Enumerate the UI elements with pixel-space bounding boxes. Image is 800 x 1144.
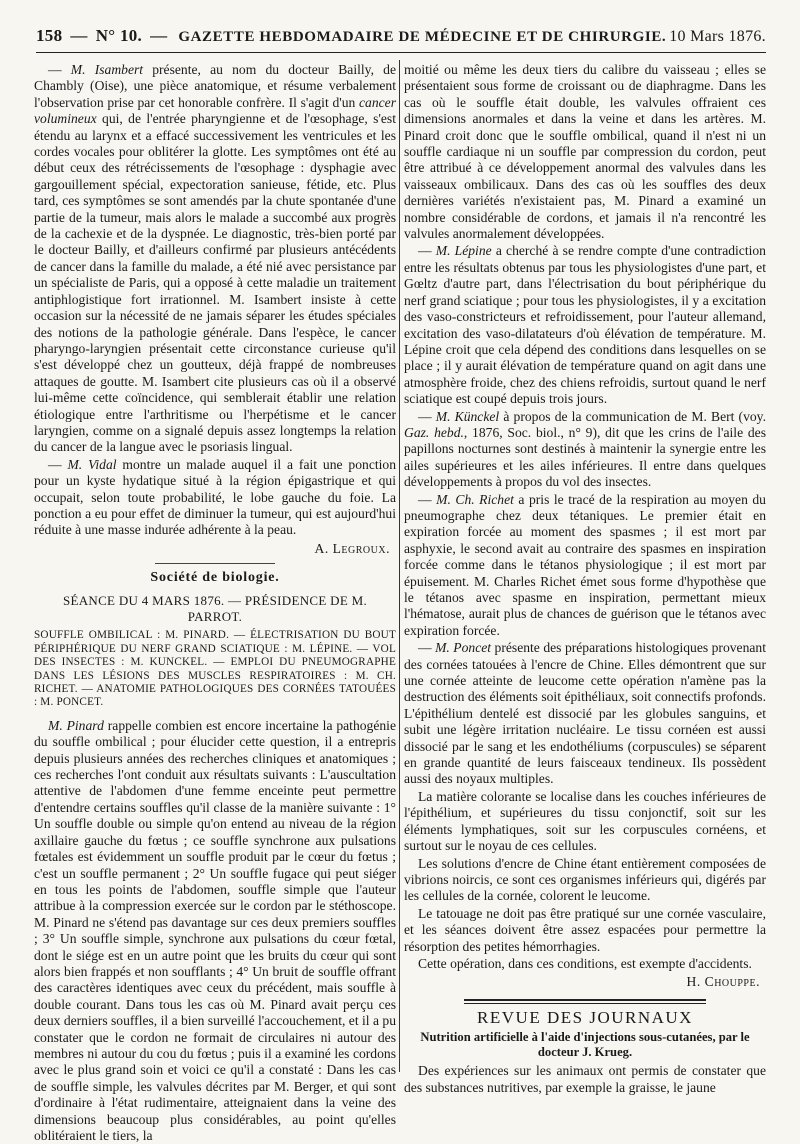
article-title: Nutrition artificielle à l'aide d'injections sous-cutanées, par le docteur J. Krueg. — [420, 1030, 750, 1059]
speaker-lepine: M. Lépine — [435, 243, 492, 259]
lepine-paragraph: — M. Lépine a cherché à se rendre compte d'une contradiction entre les résultats obtenus par tous les physiologistes d'une part, et Gœltz d'autre part, dans l'électrisation du bout périphérique du nerf grand sciatique ; pour tous les physiologistes, il y a excitation des vaso-constricteurs et refroidissement, pour l'auteur allemand, excitation des vaso-dilatateurs d'où élévation de température. M. Lépine croit que cela dépend des conditions dans lesquelles on se place ; il y aurait élévation de température quand on agit dans une atmosphère froide, chez des chiens refroidis, surtout quand le nerf sciatique est coupé depuis trois jours. — [404, 243, 766, 407]
speaker-pinard: M. Pinard — [48, 717, 104, 733]
vidal-paragraph: — M. Vidal montre un malade auquel il a fait une ponction pour un kyste hydatique situé à la région épigastrique et qui occupait, selon toute probabilité, le lobe gauche du foie. La ponction a eu pour effet de diminuer la tumeur, qui est aujourd'hui réduite à une masse indurée adhérente à la peau. — [34, 456, 396, 538]
right-column — [404, 62, 766, 1095]
isambert-paragraph: — M. Isambert présente, au nom du docteur Bailly, de Chambly (Oise), une pièce anatomique, et résume verbalement l'observation prise par cet honorable confrère. Il s'agit d'un cancer volumineux qui, de l'entrée pharyngienne et de l'œsophage, s'est étendu au larynx et a effacé successivement les ventricules et les cordes vocales pour oblitérer la glotte. Les symptômes ont été au début ceux des rétrécissements de l'œsophage : dysphagie avec gargouillement spécial, expectoration sanieuse, fétide, etc. Plus tard, ces symptômes se sont amendés par la chute spontanée d'une partie de la tumeur, mais alors le malade a succombé aux progrès de la cachexie et de la dyspnée. Le diagnostic, très-bien porté par le docteur Bailly, et d'ailleurs confirmé par plusieurs antécédents de cancer dans la famille du malade, a été nié avec persistance par un spécialiste de Paris, qui a opposé à cette maladie un traitement antiphlogistique fort irrationnel. M. Isambert insiste à cette occasion sur la nécessité de ne jamais séparer les études spéciales des notions de la pathologie générale. Dans l'espèce, le cancer pharyngo-laryngien présentait cette circonstance curieuse qu'il s'est développé chez un goutteux, déjà frappé de nombreuses attaques de goutte. M. Isambert cite plusieurs cas où il a observé lui-même cette coïncidence, qui semblerait établir une relation étiologique entre l'arthritisme ou l'herpétisme et le cancer laryngien, comme on a signalé depuis assez longtemps la relation du cancer de la langue avec le psoriasis lingual. — [34, 62, 397, 455]
running-head: 158 — N° 10. — GAZETTE HEBDOMADAIRE DE MÉDECINE ET DE CHIRURGIE. 10 Mars 1876. — [36, 26, 766, 53]
session-summary: SOUFFLE OMBILICAL : M. PINARD. — ÉLECTRISATION DU BOUT PÉRIPHÉRIQUE DU NERF GRAND SCIATIQUE : M. LÉPINE. — VOL DES INSECTES : M. KUNCKEL. — EMPLOI DU PNEUMOGRAPHE DANS LES LÉSIONS DES MUSCLES RESPIRATOIRES : M. CH. RICHET. — ANATOMIE PATHOLOGIQUES DES CORNÉES TATOUÉES : M. PONCET. — [34, 629, 396, 709]
speaker-poncet: M. Poncet — [435, 640, 492, 656]
richet-paragraph: — M. Ch. Richet a pris le tracé de la respiration au moyen du pneumographe chez deux tétaniques. Le premier était en expiration forcée au moment des spasmes ; il est mort par asphyxie, le second avait au contraire des spasmes en inspiration forcée comme dans le tétanos physiologique ; il est mort par épuisement. M. Charles Richet émet sous forme d'hypothèse que le tétanos avec spasme en inspiration, permettant mieux l'hématose, aurait plus de chances de guérison que le tétanos avec expiration forcée. — [404, 491, 766, 638]
speaker-vidal: M. Vidal — [67, 456, 117, 472]
poncet-paragraph-3: Les solutions d'encre de Chine étant entièrement composées de vibrions noircis, ce sont ces organismes inférieurs qui, digérés par les cellules de la cornée, colorent le leucome. — [404, 855, 766, 904]
left-column — [34, 62, 397, 1143]
page-number: 158 — [36, 26, 63, 45]
pinard-continuation: moitié ou même les deux tiers du calibre du vaisseau ; elles se présentaient sous forme de croissant ou de diaphragme. Dans les cas où le souffle était double, les valvules offraient ces dimensions anormales et dans la veine et dans les artères. M. Pinard croit donc que le souffle ombilical, quand il n'est ni un souffle cardiaque ni un souffle par compression du cordon, peut être attribué à ce développement anormal des valvules dans les vaisseaux ombilicaux. Dans des cas où les souffles des deux dernières variétés n'existaient pas, M. Pinard a examiné un nombre considérable de cordons, et jamais il n'a rencontré les valvules anormalement développées. — [404, 62, 766, 242]
speaker-kunckel: M. Künckel — [435, 408, 500, 424]
poncet-paragraph-2: La matière colorante se localise dans les couches inférieures de l'épithélium, et supérieures du tissu conjonctif, soit sur les éléments lymphatiques, soit sur les corpuscules cornéens, et surtout sur le noyau de ces cellules. — [404, 788, 766, 854]
speaker-isambert: M. Isambert — [70, 62, 144, 77]
signature-chouppe: H. Chouppe. — [686, 974, 760, 990]
kunckel-paragraph: — M. Künckel à propos de la communication de M. Bert (voy. Gaz. hebd., 1876, Soc. biol., n° 9), dit que les crins de l'aile des papillons nocturnes sont destinés à maintenir la synergie entre les ailes supérieures et les ailes inférieures. Il entre dans quelques développements à propos du vol des insectes. — [404, 408, 766, 490]
issue-number: N° 10. — [95, 26, 143, 45]
pinard-paragraph: M. Pinard rappelle combien est encore incertaine la pathogénie du souffle ombilical ; pour élucider cette question, il a entrepris depuis plusieurs années des recherches cliniques et anatomiques ; ces recherches l'ont conduit aux résultats suivants : L'auscultation attentive de l'abdomen d'une femme enceinte peut permettre d'entendre certains souffles qu'il classe de la manière suivante : 1° Un souffle double ou simple qu'on entend au niveau de la région axillaire gauche du fœtus ; ce souffle synchrone aux pulsations fœtales est évidemment un souffle produit par le cœur du fœtus ; c'est un souffle permanent ; 2° Un souffle fugace qui peut siéger en tous les points de l'abdomen, souffle simple que l'auteur attribue à la compression exercée sur le cordon par le stéthoscope. M. Pinard ne s'étend pas davantage sur ces deux premiers souffles ; 3° Un souffle simple, synchrone aux pulsations du cœur fœtal, dont le siége est en un autre point que les bruits du cœur qui sont alors bien frappés et non soufflants ; 4° Un bruit de souffle offrant des caractères identiques avec ceux du précédent, mais souffle à double courant. Dans tous les cas où M. Pinard avait perçu ces deux derniers souffles, il a bien surveillé l'accouchement, et il a pu constater que le cordon ne formait de circulaires ni autour des membres ni autour du cou du fœtus ; puis il a examiné les cordons avec le plus grand soin et voici ce qu'il a constaté : Dans les cas de souffle simple, les valvules décrites par M. Berger, et qui sont d'ordinaire à l'état rudimentaire, atteignaient dans la veine des dimensions beaucoup plus considérables, au point qu'elles oblitéraient le tiers, la — [34, 717, 396, 1143]
speaker-richet: M. Ch. Richet — [436, 491, 514, 507]
journal-title: GAZETTE HEBDOMADAIRE DE MÉDECINE ET DE CHIRURGIE. — [178, 29, 667, 45]
column-divider — [399, 60, 400, 1072]
poncet-paragraph: — M. Poncet présente des préparations histologiques provenant des cornées tatouées à l'encre de Chine. Elles démontrent que sur une cornée atteinte de leucome cette opération n'amène pas la destruction des éléments soit épithéliaux, soit connectifs profonds. L'épithélium dentelé est dissocié par les globules sanguins, et subit une légère irritation nucléaire. Le tissu cornéen est aussi dissocié par le sang et les endothéliums (corpuscules) se séparent en grande quantité de leurs faisceaux tendineux. Ils possèdent aussi des noyaux multiples. — [404, 640, 766, 787]
section-rule-heavy — [464, 999, 706, 1001]
signature-legroux: A. Legroux. — [314, 540, 390, 556]
society-heading: Société de biologie. — [150, 570, 280, 586]
article-paragraph: Des expériences sur les animaux ont permis de constater que des substances nutritives, par exemple la graisse, le jaune — [404, 1063, 766, 1095]
section-heading: REVUE DES JOURNAUX — [477, 1007, 693, 1027]
section-rule-thin — [464, 1003, 706, 1004]
separator-rule — [155, 563, 275, 564]
poncet-paragraph-5: Cette opération, dans ces conditions, est exempte d'accidents. — [418, 955, 752, 971]
session-line: SÉANCE DU 4 MARS 1876. — PRÉSIDENCE DE M. PARROT. — [62, 592, 368, 624]
poncet-paragraph-4: Le tatouage ne doit pas être pratiqué sur une cornée vasculaire, et les séances doivent être assez espacées pour permettre la résorption des petites hémorrhagies. — [404, 905, 766, 954]
issue-date: 10 Mars 1876. — [669, 28, 766, 45]
